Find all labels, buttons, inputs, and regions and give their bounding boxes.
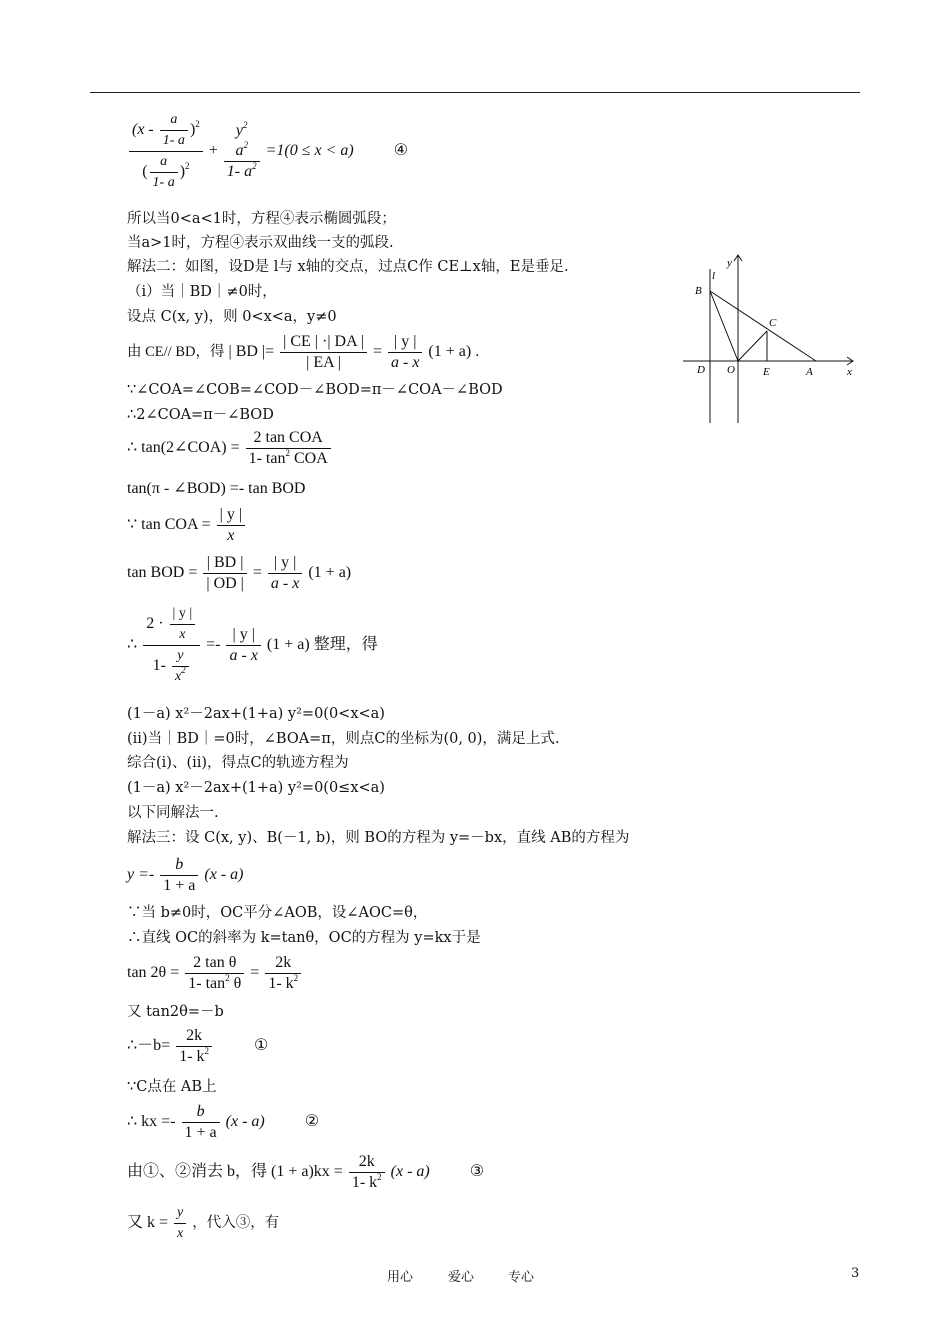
formula-line: ∵ tan COA = $\frac{| y |}{x}$ <box>127 505 247 546</box>
formula-line: 由 CE// BD，得 | BD |= $\frac{| CE | \cdot| DA |}{| EA |}$ = $\frac{| y |}{a - x}$ (1 + a) . <box>127 333 480 371</box>
text-line: 当a>1时，方程④表示双曲线一支的弧段. <box>127 235 394 251</box>
equation-tag: ③ <box>469 1163 485 1181</box>
text-line: (ii)当｜BD｜=0时，∠BOA=π，则点C的坐标为(0, 0)，满足上式. <box>127 731 560 747</box>
text-line: 综合(i)、(ii)，得点C的轨迹方程为 <box>127 755 349 771</box>
label-l: l <box>712 270 716 282</box>
equation-tag: ④ <box>393 142 409 160</box>
formula-line: ∴ kx =- $\frac{b}{1 + a}$ (x - a) ② <box>127 1103 320 1141</box>
formula-line: y =- $\frac{b}{1 + a}$ (x - a) <box>127 856 244 894</box>
formula-line: 又 k = $\frac{y}{x}$ ，代入③，有 <box>127 1205 280 1241</box>
text-line: ∵当 b≠0时，OC平分∠AOB，设∠AOC=θ， <box>127 905 428 921</box>
footer-motto-2: 爱心 <box>448 1270 475 1285</box>
geometry-figure <box>683 251 863 427</box>
formula-line: tan BOD = $\frac{| BD |}{| OD |}$ = $\frac{| y |}{a - x}$ (1 + a) <box>127 554 352 592</box>
text-line: ∴2∠COA=π－∠BOD <box>127 407 274 423</box>
label-C: C <box>769 317 777 329</box>
text-line: 解法三：设 C(x, y)、B(－1, b)，则 BO的方程为 y=－bx，直线 AB的方程为 <box>127 830 630 846</box>
page-number: 3 <box>851 1266 860 1281</box>
text-line: ∵∠COA=∠COB=∠COD－∠BOD=π－∠COA－∠BOD <box>127 382 503 398</box>
label-D: D <box>697 364 705 376</box>
text-line: 以下同解法一. <box>127 805 219 821</box>
label-x: x <box>847 366 852 378</box>
text-line: 解法二：如图，设D是 l与 x轴的交点，过点C作 CE⊥x轴，E是垂足. <box>127 259 569 275</box>
formula-line: 由①、②消去 b，得 (1 + a)kx = $\frac{2k}{1- k^2}$ (x - a) ③ <box>127 1153 485 1191</box>
formula-line: ∴ tan(2∠COA) = $\frac{\text{2 tan COA}}{1- \tan^2 COA}$ <box>127 428 333 469</box>
label-A: A <box>806 366 813 378</box>
text-line: （i）当｜BD｜≠0时， <box>127 284 277 300</box>
footer-motto-3: 专心 <box>508 1270 535 1285</box>
formula-line: tan(π - ∠BOD) =- tan BOD <box>127 480 306 497</box>
formula-line: ∴ 2 · $\frac{| y |}{x}$ 1- $\frac{y}{x^2}$ =- $\frac{| y |}{a - x}$ (1 + a) 整理，得 <box>127 606 378 684</box>
label-y: y <box>727 257 732 269</box>
fraction: (x - $\frac{a}{1- a}$ )$^2$ ( $\frac{a}{1- a}$ )$^2$ <box>129 110 203 193</box>
segment-BO <box>710 291 738 361</box>
segment-OC <box>738 331 767 361</box>
equation-tag: ② <box>304 1113 320 1131</box>
text-line: (1－a) x²－2ax+(1+a) y²=0(0≤x<a) <box>127 780 385 796</box>
ellipse-equation: (x - $\frac{a}{1- a}$ )$^2$ ( $\frac{a}{1- a}$ )$^2$ + $y^2$ $a^2$ 1- $a^2$ =1(0 ≤ x < a) ④ <box>127 110 408 193</box>
fraction: $y^2$ $a^2$ 1- $a^2$ <box>224 121 260 182</box>
formula-line: tan 2θ = $\frac{\text{2 tan θ}}{1- \tan^2 \theta}$ = $\frac{2k}{1- k^2}$ <box>127 953 303 994</box>
text-line: ∴直线 OC的斜率为 k=tanθ，OC的方程为 y=kx于是 <box>127 930 481 946</box>
label-E: E <box>763 366 770 378</box>
footer-motto-1: 用心 <box>387 1270 414 1285</box>
text-line: (1－a) x²－2ax+(1+a) y²=0(0<x<a) <box>127 706 385 722</box>
text-line: 又 tan2θ=－b <box>127 1004 224 1020</box>
equation-tag: ① <box>254 1037 269 1055</box>
text-line: ∵C点在 AB上 <box>127 1079 217 1095</box>
formula-line: ∴－b= $\frac{2k}{1- k^2}$ ① <box>127 1027 269 1065</box>
segment-BA <box>710 291 816 361</box>
label-B: B <box>695 285 702 297</box>
text-line: 所以当0<a<1时，方程④表示椭圆弧段； <box>127 211 396 227</box>
header-rule <box>90 92 860 93</box>
text-line: 设点 C(x, y)，则 0<x<a，y≠0 <box>127 309 337 325</box>
label-O: O <box>727 364 735 376</box>
